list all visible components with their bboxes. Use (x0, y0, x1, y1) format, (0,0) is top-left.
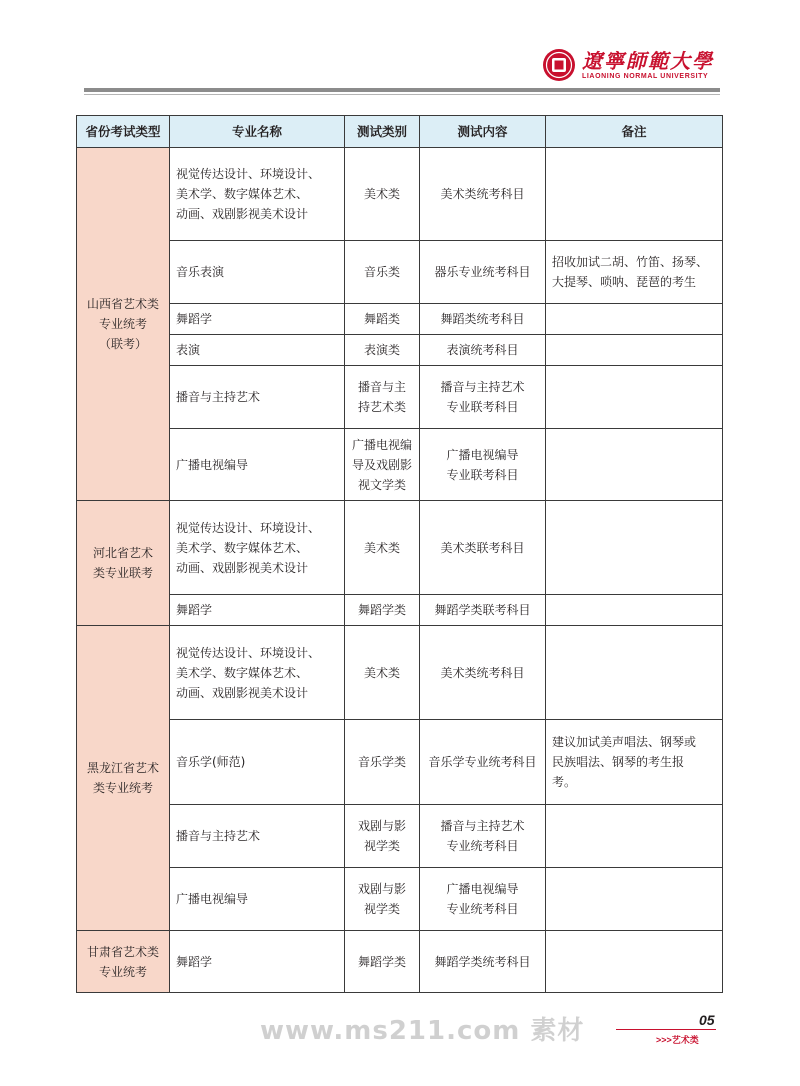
major-cell: 广播电视编导 (170, 868, 345, 931)
note-cell (546, 931, 723, 993)
column-header-test-content: 测试内容 (420, 116, 546, 148)
province-cell: 山西省艺术类 专业统考 （联考） (77, 148, 170, 501)
major-cell: 广播电视编导 (170, 429, 345, 501)
table-row (77, 868, 723, 931)
note-cell (546, 304, 723, 335)
admission-requirements-table (76, 115, 723, 993)
category-cell: 广播电视编 导及戏剧影 视文学类 (345, 429, 420, 501)
note-cell (546, 429, 723, 501)
category-cell: 音乐学类 (345, 720, 420, 805)
logo-chinese-name: 遼寧師範大學 (582, 48, 714, 73)
table-row (77, 720, 723, 805)
note-cell (546, 595, 723, 626)
header-divider-thin (84, 94, 720, 95)
province-cell: 河北省艺术 类专业联考 (77, 501, 170, 626)
category-cell: 表演类 (345, 335, 420, 366)
category-cell: 戏剧与影 视学类 (345, 805, 420, 868)
logo-english-name: LIAONING NORMAL UNIVERSITY (582, 72, 709, 80)
category-cell: 音乐类 (345, 241, 420, 304)
category-cell: 舞蹈类 (345, 304, 420, 335)
content-cell: 播音与主持艺术 专业统考科目 (420, 805, 546, 868)
category-cell: 舞蹈学类 (345, 595, 420, 626)
table-row (77, 304, 723, 335)
content-cell: 舞蹈学类联考科目 (420, 595, 546, 626)
table-row (77, 429, 723, 501)
category-cell: 美术类 (345, 501, 420, 595)
major-cell: 舞蹈学 (170, 304, 345, 335)
note-cell (546, 501, 723, 595)
note-cell (546, 366, 723, 429)
table-header-row (77, 116, 723, 148)
note-cell (546, 148, 723, 241)
content-cell: 舞蹈学类统考科目 (420, 931, 546, 993)
major-cell: 表演 (170, 335, 345, 366)
table-row (77, 626, 723, 720)
major-cell: 视觉传达设计、环境设计、 美术学、数字媒体艺术、 动画、戏剧影视美术设计 (170, 148, 345, 241)
watermark-text: www.ms211.com 素材 (260, 1016, 585, 1046)
category-cell: 播音与主 持艺术类 (345, 366, 420, 429)
footer-divider (616, 1029, 716, 1030)
note-cell (546, 335, 723, 366)
major-cell: 播音与主持艺术 (170, 805, 345, 868)
note-cell: 建议加试美声唱法、钢琴或 民族唱法、钢琴的考生报 考。 (546, 720, 723, 805)
content-cell: 美术类联考科目 (420, 501, 546, 595)
major-cell: 视觉传达设计、环境设计、 美术学、数字媒体艺术、 动画、戏剧影视美术设计 (170, 626, 345, 720)
column-header-notes: 备注 (546, 116, 723, 148)
note-cell: 招收加试二胡、竹笛、扬琴、 大提琴、唢呐、琵琶的考生 (546, 241, 723, 304)
table-row (77, 931, 723, 993)
content-cell: 音乐学专业统考科目 (420, 720, 546, 805)
content-cell: 美术类统考科目 (420, 148, 546, 241)
category-cell: 美术类 (345, 148, 420, 241)
major-cell: 视觉传达设计、环境设计、 美术学、数字媒体艺术、 动画、戏剧影视美术设计 (170, 501, 345, 595)
column-header-province: 省份考试类型 (77, 116, 170, 148)
category-cell: 美术类 (345, 626, 420, 720)
content-cell: 广播电视编导 专业联考科目 (420, 429, 546, 501)
category-cell: 舞蹈学类 (345, 931, 420, 993)
category-cell: 戏剧与影 视学类 (345, 868, 420, 931)
page-number: 05 (699, 1012, 715, 1028)
note-cell (546, 626, 723, 720)
section-label: >>>艺术类 (656, 1035, 699, 1045)
note-cell (546, 868, 723, 931)
header-divider (84, 88, 720, 92)
table-row (77, 805, 723, 868)
column-header-major: 专业名称 (170, 116, 345, 148)
university-seal-icon (542, 48, 576, 82)
major-cell: 音乐学(师范) (170, 720, 345, 805)
table-row (77, 366, 723, 429)
province-cell: 甘肃省艺术类 专业统考 (77, 931, 170, 993)
university-logo (542, 48, 714, 82)
content-cell: 广播电视编导 专业统考科目 (420, 868, 546, 931)
table-row (77, 241, 723, 304)
content-cell: 器乐专业统考科目 (420, 241, 546, 304)
content-cell: 美术类统考科目 (420, 626, 546, 720)
major-cell: 舞蹈学 (170, 595, 345, 626)
column-header-test-category: 测试类别 (345, 116, 420, 148)
content-cell: 表演统考科目 (420, 335, 546, 366)
major-cell: 音乐表演 (170, 241, 345, 304)
table-row (77, 335, 723, 366)
province-cell: 黑龙江省艺术 类专业统考 (77, 626, 170, 931)
table-row (77, 148, 723, 241)
content-cell: 播音与主持艺术 专业联考科目 (420, 366, 546, 429)
major-cell: 播音与主持艺术 (170, 366, 345, 429)
table-row (77, 501, 723, 595)
note-cell (546, 805, 723, 868)
content-cell: 舞蹈类统考科目 (420, 304, 546, 335)
major-cell: 舞蹈学 (170, 931, 345, 993)
table-row (77, 595, 723, 626)
